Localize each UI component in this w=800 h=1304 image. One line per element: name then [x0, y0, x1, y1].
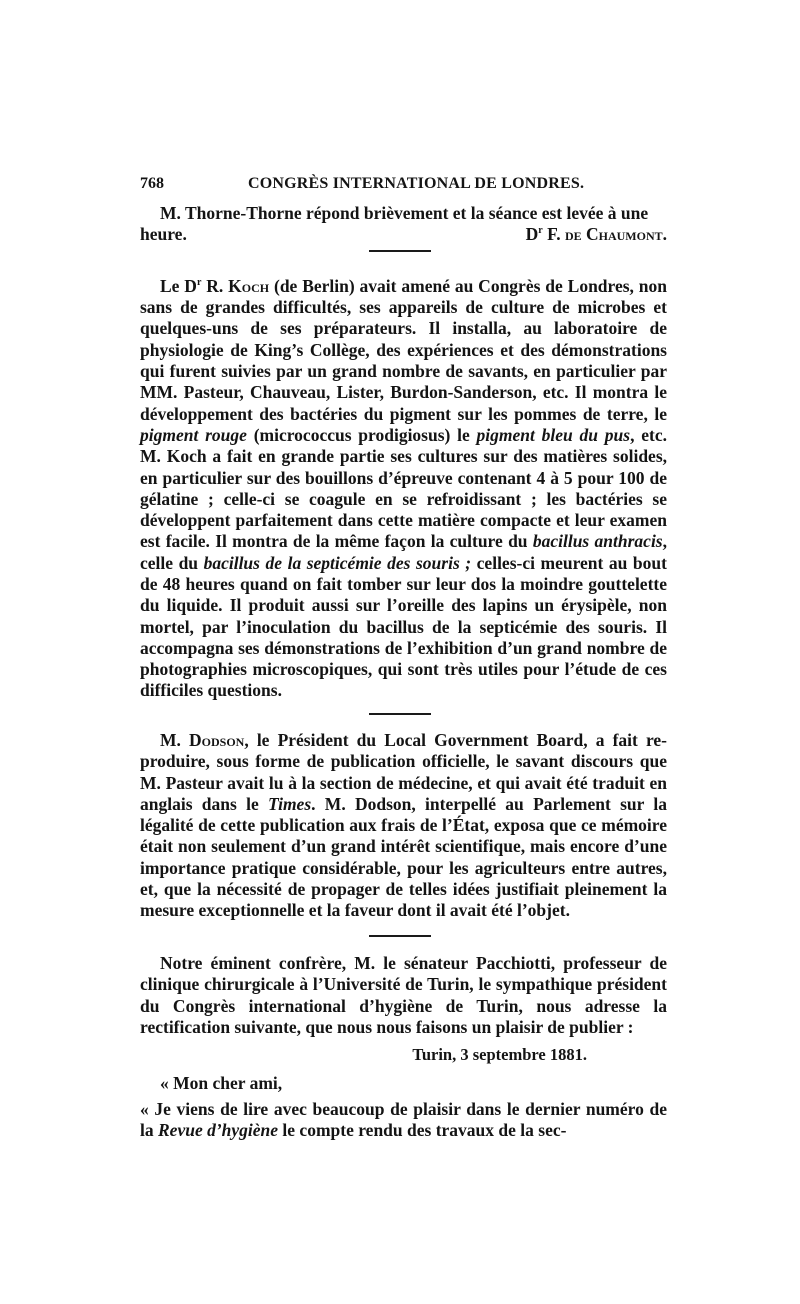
letter-text: « Je viens de lire avec beaucoup de plaisir dans le dernier numéro de la Revue d’hygiène le compte rendu des travaux de la sec- [140, 1098, 667, 1141]
running-header [140, 175, 667, 199]
dateline: Turin, 3 septembre 1881. [412, 1045, 587, 1065]
running-title: CONGRÈS INTERNATIONAL DE LONDRES. [248, 175, 585, 192]
koch-paragraph: Le $D^r$ R. Koch (de Berlin) avait amené au Congrès de Londres, non sans de grandes difficultés, ses appareils de culture de microbes et quelques-uns de ses préparateurs. Il installa, au laboratoire de physiologie de King’s Collège, des expériences et des démonstrations qui furent suivies par un grand nombre de savants, en particulier par MM. Pasteur, Chauveau, Lister, Burdon-Sanderson, etc. Il montra le développement des bactéries du pigment sur les pommes de terre, le pigment rouge (micrococcus prodigiosus) le pigment bleu du pus, etc. M. Koch a fait en grande partie ses cultures sur des matières solides, en particulier sur des bouillons d’épreuve contenant 4 à 5 pour 100 de gélatine ; celle-ci se coagule en se refroidissant ; les bactéries se développent parfaitement dans cette matière compacte et leur examen est facile. Il montra de la même façon la culture du bacillus anthracis, celle du bacillus de la septicémie des souris ; celles-ci meurent au bout de 48 heures quand on fait tomber sur leur dos la moindre gouttelette du liquide. Il produit aussi sur l’oreille des lapins un érysipèle, non mortel, par l’inoculation du bacillus de la septicémie des souris. Il accompagna ses démonstrations de l’exhibition d’un grand nombre de photographies microscopiques, qui sont très utiles pour l’étude de ces difficiles questions. [140, 275, 668, 701]
signature: $D^r$ F. de Chaumont. [525, 224, 667, 244]
closing-paragraph [140, 203, 667, 246]
pacchiotti-paragraph: Notre éminent confrère, M. le sénateur Pacchiotti, professeur de clinique chirurgicale à l’Université de Turin, le sympathique président du Congrès international d’hygiène de Turin, nous adresse la rectification suivante, que nous nous faisons un plaisir de publier : Turin, 3 septembre 1881. « Mon cher ami, « Je viens de lire avec beaucoup de plaisir dans le dernier numéro de la Revue d’hygiène le compte rendu des travaux de la sec- [140, 953, 667, 1141]
page-number: 768 [140, 175, 164, 192]
closing-text: M. Thorne-Thorne répond brièvement et la séance est levée à une heure. [140, 203, 649, 245]
signature-name: F. de Chaumont. [547, 224, 667, 244]
dodson-paragraph: M. Dodson, le Président du Local Government Board, a fait reproduire, sous forme de publication officielle, le savant discours que M. Pasteur avait lu à la section de médecine, et qui avait été traduit en anglais dans le Times. M. Dodson, interpellé au Parlement sur la légalité de cette publication aux frais de l’État, exposa que ce mémoire était non seulement d’un grand intérêt scientifique, mais encore d’une importance pratique considérable, pour les agriculteurs entre autres, et, que la nécessité de propager de telles idées justifiait pleinement la mesure exceptionnelle et la faveur dont il avait été l’objet. [140, 730, 667, 921]
section-divider [369, 713, 431, 715]
section-divider [369, 935, 431, 937]
author-name-koch: R. Koch [206, 275, 270, 296]
salutation: « Mon cher ami, [160, 1073, 283, 1094]
author-name-dodson: Dodson [189, 730, 245, 750]
section-divider [369, 250, 431, 252]
